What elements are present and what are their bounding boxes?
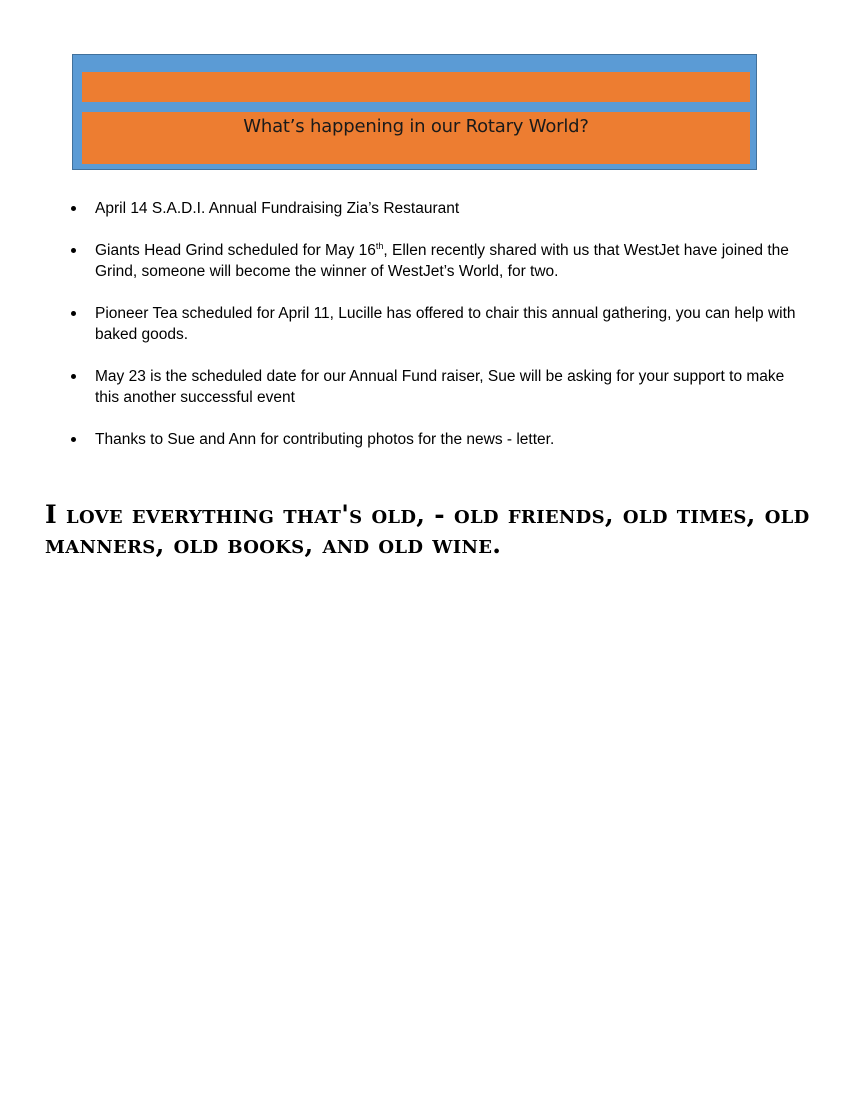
quote-text: I love everything that's old, - old friends, old times, old manners, old books, and old wine. xyxy=(45,500,810,559)
bullet-icon xyxy=(71,374,76,379)
banner-title-box xyxy=(82,112,750,164)
bullet-icon xyxy=(71,206,76,211)
bullet-text-end: , Ellen recently shared with us that WestJet have joined the Grind, someone will become the winner of WestJet’s World, for two. xyxy=(95,242,789,280)
bullet-text: May 23 is the scheduled date for our Annual Fund raiser, Sue will be asking for your support to make this another successful event xyxy=(95,368,785,406)
header-banner xyxy=(72,54,757,170)
list-item xyxy=(69,303,804,345)
list-item xyxy=(69,366,804,408)
bullet-icon xyxy=(71,248,76,253)
banner-orange-strip xyxy=(82,72,750,102)
bullet-text: Pioneer Tea scheduled for April 11, Lucille has offered to chair this annual gathering, you can help with baked goods. xyxy=(95,305,796,343)
bullet-text: April 14 S.A.D.I. Annual Fundraising Zia’s Restaurant xyxy=(95,200,460,217)
list-item xyxy=(69,240,804,282)
bullet-text: Thanks to Sue and Ann for contributing photos for the news - letter. xyxy=(95,431,555,448)
bullet-icon xyxy=(71,437,76,442)
news-bullet-list xyxy=(69,198,804,471)
page-title: What’s happening in our Rotary World? xyxy=(243,116,589,137)
list-item xyxy=(69,198,804,219)
list-item xyxy=(69,429,804,450)
bullet-text-start: Giants Head Grind scheduled for May 16 xyxy=(95,242,376,259)
bullet-icon xyxy=(71,311,76,316)
ordinal-superscript: th xyxy=(375,241,384,251)
